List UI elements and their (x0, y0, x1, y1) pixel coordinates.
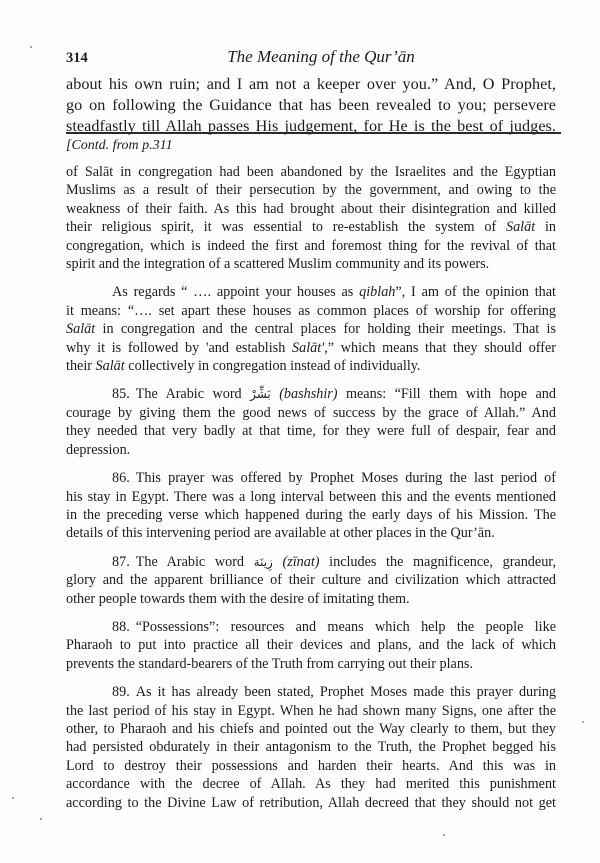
note-line: according to the Divine Law of retribution, Allah decreed that they should not get (66, 794, 556, 811)
text-segment: includes the magnificence, grandeur, (319, 553, 556, 570)
note-line: had persisted obdurately in their antagonism to the Truth, the Prophet begged his (66, 739, 556, 756)
text-segment: their (66, 358, 96, 375)
text-segment: collectively in congregation instead of individually. (124, 358, 421, 375)
text-segment: As regards “ …. appoint your houses as (112, 284, 360, 301)
text-segment: why it is followed by 'and establish (66, 339, 292, 356)
note-line: accordance with the decree of Allah. As they had merited this punishment (66, 776, 556, 793)
term-salat: Salāt', (292, 339, 328, 356)
term-salat: Salāt (505, 219, 536, 236)
page-header (66, 47, 556, 72)
page-number: 314 (66, 50, 88, 66)
verse-translation (66, 74, 556, 137)
text-segment: The Arabic word (135, 386, 251, 403)
note-88 (66, 618, 556, 673)
note-line: prevents the standard-bearers of the Truth from carrying out their plans. (66, 655, 473, 672)
note-number: 87. (112, 553, 130, 570)
note-line: Muslims as a result of their persecution by the government, and owing to the (66, 182, 556, 199)
scan-speck (443, 834, 445, 836)
scan-speck (40, 818, 42, 820)
text-segment: This prayer was offered by Prophet Moses during the last period of (135, 470, 556, 487)
text-segment: their religious spirit, it was essential to re-establish the system of (66, 219, 506, 236)
note-line: glory and the apparent brilliance of their culture and civilization which attracted (66, 572, 556, 589)
note-line: depression. (66, 441, 131, 458)
note-line: Pharaoh to put into practice all their devices and plans, and the lack of which (66, 637, 556, 654)
scan-speck (30, 46, 32, 48)
note-line (66, 283, 556, 301)
note-line (66, 218, 556, 236)
note-line (66, 357, 556, 375)
scan-speck (582, 721, 584, 723)
note-line: of Salāt in congregation had been abandoned by the Israelites and the Egyptian (66, 164, 556, 180)
note-line (66, 618, 556, 636)
note-number: 85. (112, 386, 130, 403)
note-line (66, 469, 556, 487)
note-continuation (66, 163, 556, 273)
term-qiblah: qiblah (359, 284, 396, 301)
text-segment: ” which means that they should offer (327, 339, 557, 356)
term-transliteration: (bashshir) (279, 386, 338, 403)
note-line: other, to Pharaoh and his chiefs and pointed out the Way clearly to them, but they (66, 720, 556, 737)
term-salat: Salāt (95, 358, 125, 375)
note-number: 88. (112, 618, 130, 635)
text-segment: in (535, 219, 556, 236)
note-line: in the preceding verse which happened during the early days of his Mission. The (66, 506, 556, 523)
term-transliteration: (zīnat) (282, 553, 320, 570)
text-segment: in congregation and the central places for holding their meetings. That is (95, 321, 556, 338)
arabic-word: زِينَة (253, 554, 273, 569)
text-segment: means: “Fill them with hope and (337, 386, 556, 403)
note-line: his stay in Egypt. There was a long interval between this and the events mentioned (66, 488, 556, 505)
text-segment: The Arabic word (135, 553, 254, 570)
note-86 (66, 469, 556, 543)
note-line: other people towards them with the desire of imitating them. (66, 590, 410, 607)
note-number: 89. (112, 684, 130, 701)
note-line (66, 320, 556, 338)
note-line (66, 553, 556, 571)
verse-line: go on following the Guidance that has been revealed to you; persevere (66, 96, 556, 114)
text-segment: ”, I am of the opinion that (395, 284, 556, 301)
term-salat: Salāt (66, 321, 96, 338)
note-line: the last period of his stay in Egypt. When he had shown many Signs, one after the (66, 702, 556, 719)
note-line (66, 683, 556, 701)
text-segment: “Possessions”: resources and means which help the people like (135, 618, 556, 635)
note-line: weakness of their faith. As this had brought about their disintegration and killed (66, 200, 556, 217)
arabic-word: بَشِّرْ (250, 387, 271, 402)
note-line: they needed that very badly at that time, for they were full of despair, fear and (66, 423, 556, 440)
note-line: congregation, which is indeed the first and foremost thing for the revival of that (66, 237, 556, 254)
footnote-divider (66, 132, 561, 134)
note-line: courage by giving them the good news of success by the grace of Allah.” And (66, 404, 556, 421)
note-line: Lord to destroy their possessions and harden their hearts. And this was in (66, 757, 556, 774)
footnotes (66, 163, 556, 822)
note-qiblah (66, 283, 556, 375)
note-line (66, 385, 556, 403)
note-number: 86. (112, 470, 130, 487)
scan-speck (12, 797, 14, 799)
note-line: spirit and the integration of a scattered Muslim community and its powers. (66, 256, 490, 273)
text-segment: As it has already been stated, Prophet Moses made this prayer during (135, 684, 556, 701)
continuation-label: [Contd. from p.311 (66, 138, 173, 153)
note-85 (66, 385, 556, 459)
note-line: it means: “…. set apart these houses as common places of worship for offering (66, 302, 556, 319)
note-line (66, 339, 556, 357)
note-87 (66, 553, 556, 608)
verse-line: about his own ruin; and I am not a keeper over you.” And, O Prophet, (66, 75, 556, 93)
note-89 (66, 683, 556, 812)
running-title: The Meaning of the Qur’ān (227, 47, 415, 66)
verse-line: steadfastly till Allah passes His judgement, for He is the best of judges. (66, 117, 556, 135)
note-line: details of this intervening period are available at other places in the Qur’ān. (66, 525, 495, 542)
